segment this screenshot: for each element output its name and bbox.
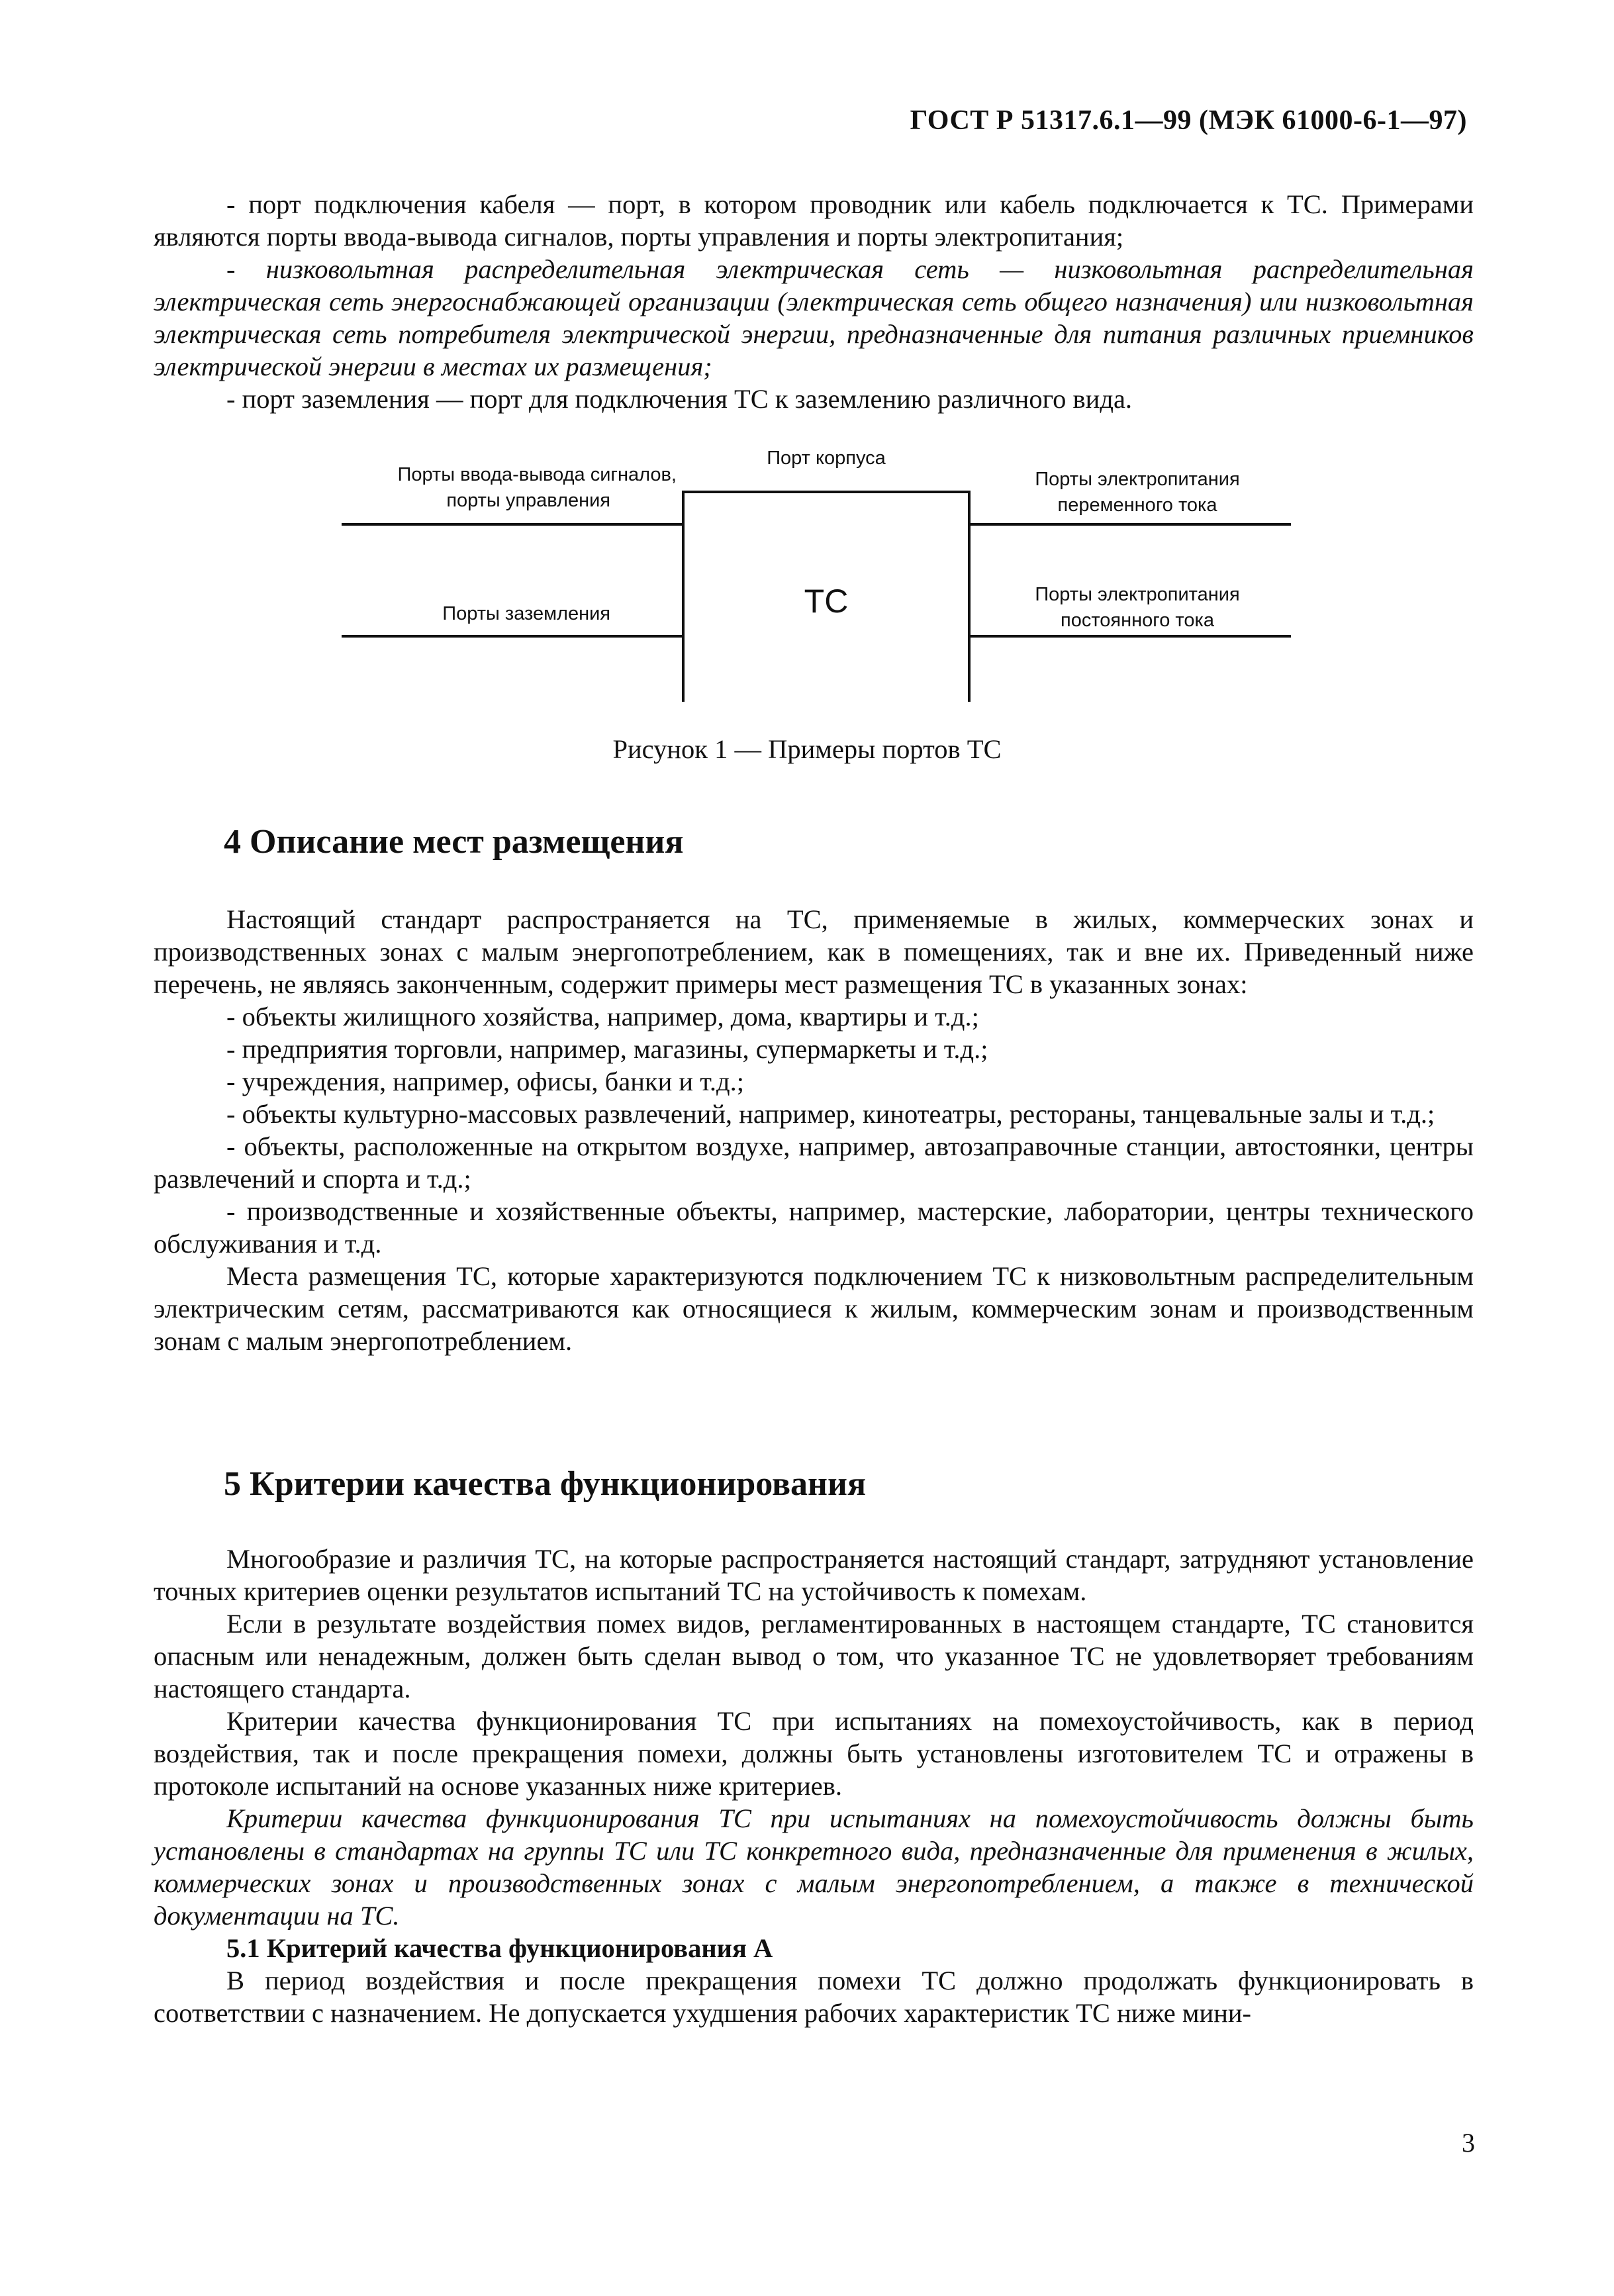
section-5-para-2: Если в результате воздействия помех видов, регламентированных в настоящем стандарте, ТС становится опасным или ненадежным, должен быть сделан вывод о том, что указанное ТС не удовлетворяет требованиям настоящего стандарта.	[154, 1609, 1474, 1703]
list-item: - объекты культурно-массовых развлечений, например, кинотеатры, рестораны, танцевальные залы и т.д.;	[226, 1099, 1435, 1129]
section-4-body	[154, 903, 1474, 1357]
section-5-body	[154, 1543, 1474, 2029]
dc-power-port-label-line1: Порты электропитания	[1035, 584, 1240, 605]
signal-port-label-line1: Порты ввода-вывода сигналов,	[397, 464, 677, 485]
ac-power-port-label-line1: Порты электропитания	[1035, 469, 1240, 490]
section-5-heading-wrap	[224, 1464, 866, 1504]
definition-earth-port: - порт заземления — порт для подключения ТС к заземлению различного вида.	[226, 384, 1133, 414]
list-item: - производственные и хозяйственные объекты, например, мастерские, лаборатории, центры технического обслуживания и т.д.	[154, 1196, 1474, 1259]
subsection-5-1-heading: 5.1 Критерий качества функционирования А	[226, 1933, 773, 1963]
section-5-para-1: Многообразие и различия ТС, на которые распространяется настоящий стандарт, затрудняют установление точных критериев оценки результатов испытаний ТС на устойчивость к помехам.	[154, 1544, 1474, 1606]
section-4-conclusion: Места размещения ТС, которые характеризуются подключением ТС к низковольтным распределительным электрическим сетям, рассматриваются как относящиеся к жилым, коммерческим зонам и производственным зонам с малым энергопотреблением.	[154, 1261, 1474, 1356]
section-4-intro: Настоящий стандарт распространяется на ТС, применяемые в жилых, коммерческих зонах и производственных зонах с малым энергопотреблением, как в помещениях, так и вне их. Приведенный ниже перечень, не являясь законченным, содержит примеры мест размещения ТС в указанных зонах:	[154, 904, 1474, 999]
section-4-heading: 4 Описание мест размещения	[224, 823, 684, 861]
figure-caption: Рисунок 1 — Примеры портов ТС	[612, 734, 1002, 764]
figure-ports-diagram	[0, 0, 1614, 702]
earth-port-label: Порты заземления	[442, 603, 610, 624]
subsection-5-1-para: В период воздействия и после прекращения помехи ТС должно продолжать функционировать в соответствии с назначением. Не допускается ухудшения рабочих характеристик ТС ниже мини-	[154, 1966, 1474, 2028]
standard-header: ГОСТ Р 51317.6.1—99 (МЭК 61000-6-1—97)	[910, 105, 1467, 136]
section-5-para-4: Критерии качества функционирования ТС при испытаниях на помехоустойчивость должны быть установлены в стандартах на группы ТС или ТС конкретного вида, предназначенные для применения в жилых, коммерческих зонах и производственных зонах с малым энергопотреблением, а также в технической документации на ТС.	[154, 1803, 1474, 1931]
list-item: - предприятия торговли, например, магазины, супермаркеты и т.д.;	[226, 1034, 988, 1064]
definition-low-voltage-network: - низковольтная распределительная электрическая сеть — низковольтная распределительная электрическая сеть энергоснабжающей организации (электрическая сеть общего назначения) или низковольтная электрическая сеть потребителя электрической энергии, предназначенные для питания различных приемников электрической энергии в местах их размещения;	[154, 254, 1474, 381]
ac-power-port-label-line2: переменного тока	[1057, 495, 1217, 516]
enclosure-port-label: Порт корпуса	[767, 448, 886, 469]
section-5-heading: 5 Критерии качества функционирования	[224, 1465, 867, 1503]
dc-power-port-label-line2: постоянного тока	[1061, 610, 1214, 631]
definition-cable-port: - порт подключения кабеля — порт, в котором проводник или кабель подключается к ТС. Примерами являются порты ввода-вывода сигналов, порты управления и порты электропитания;	[154, 189, 1474, 252]
equipment-box-label: ТС	[804, 583, 849, 620]
list-item: - учреждения, например, офисы, банки и т.д.;	[226, 1067, 744, 1096]
page-number: 3	[1462, 2128, 1475, 2158]
list-item: - объекты, расположенные на открытом воздухе, например, автозаправочные станции, автостоянки, центры развлечений и спорта и т.д.;	[154, 1131, 1474, 1194]
signal-port-label-line2: порты управления	[446, 490, 610, 511]
section-5-para-3: Критерии качества функционирования ТС при испытаниях на помехоустойчивость, как в период воздействия, так и после прекращения помехи, должны быть установлены изготовителем ТС и отражены в протоколе испытаний на основе указанных ниже критериев.	[154, 1706, 1474, 1801]
section-4-heading-wrap	[224, 822, 683, 861]
list-item: - объекты жилищного хозяйства, например, дома, квартиры и т.д.;	[226, 1002, 979, 1031]
